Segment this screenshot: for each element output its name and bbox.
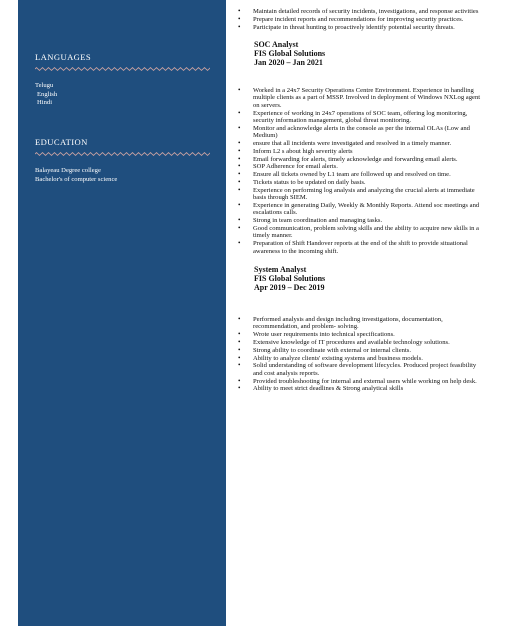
bullet-item: • Experience in generating Daily, Weekly & Monthly Reports. Attend soc meetings and escalations calls. (234, 202, 484, 217)
bullet-item: • Strong in team coordination and managing tasks. (234, 217, 484, 224)
language-item: Telugu (35, 82, 54, 89)
bullet-item: • Strong ability to coordinate with external or internal clients. (234, 347, 484, 354)
intro-bullet-list (234, 8, 484, 31)
soc-analyst-bullet-list (234, 87, 484, 255)
bullet-item: • Tickets status to be updated on daily basis. (234, 179, 484, 186)
languages-list (35, 82, 210, 108)
bullet-item: • Extensive knowledge of IT procedures and available technology solutions. (234, 339, 484, 346)
bullet-item: • Inform L2 s about high severity alerts (234, 148, 484, 155)
bullet-item: • Email forwarding for alerts, timely acknowledge and forwarding email alerts. (234, 156, 484, 163)
experience-column (234, 8, 484, 393)
bullet-item: • Experience on performing log analysis and analyzing the crucial alerts at immediate basis through SIEM. (234, 187, 484, 202)
language-item: Hindi (37, 99, 53, 106)
bullet-item: • Preparation of Shift Handover reports at the end of the shift to provide situational awareness to the incoming shift. (234, 240, 484, 255)
education-item: Bachelor's of computer science (35, 175, 118, 183)
education-heading: EDUCATION (35, 137, 88, 147)
bullet-item: • ensure that all incidents were investigated and resolved in a timely manner. (234, 140, 484, 147)
bullet-item: • Ability to analyze clients' existing systems and business models. (234, 355, 484, 362)
bullet-item: • Provided troubleshooting for internal and external users while working on help desk. (234, 378, 484, 385)
education-list (35, 167, 210, 184)
job-header-system-analyst (234, 265, 484, 292)
bullet-item: • Experience of working in 24x7 operations of SOC team, offering log monitoring, security information management, global threat monitoring. (234, 110, 484, 125)
job-dates: Jan 2020 – Jan 2021 (254, 58, 323, 67)
education-section (35, 137, 210, 184)
job-company: FIS Global Solutions (254, 274, 326, 284)
system-analyst-bullet-list (234, 316, 484, 393)
languages-wave-divider (35, 67, 210, 71)
bullet-item: • Maintain detailed records of security incidents, investigations, and response activities (234, 8, 484, 15)
languages-heading: LANGUAGES (35, 52, 92, 62)
bullet-item: • Worked in a 24x7 Security Operations Centre Environment. Experience in handling multiple clients as a part of MSSP. Involved in deployment of Windows NXLog agent on servers. (234, 87, 484, 109)
education-item: Balayeau Degree college (35, 167, 101, 174)
bullet-item: • Good communication, problem solving skills and the ability to acquire new skills in a timely manner. (234, 225, 484, 240)
sidebar (18, 0, 226, 626)
bullet-item: • Performed analysis and design including investigations, documentation, recommendation, and problem- solving. (234, 316, 484, 331)
job-company: FIS Global Solutions (254, 49, 326, 58)
bullet-item: • Wrote user requirements into technical specifications. (234, 331, 484, 338)
job-dates: Apr 2019 – Dec 2019 (254, 283, 325, 293)
bullet-item: • Participate in threat hunting to proactively identify potential security threats. (234, 24, 484, 31)
job-title: System Analyst (254, 265, 307, 275)
bullet-item: • Monitor and acknowledge alerts in the console as per the internal OLAs (Low and Medium) (234, 125, 484, 140)
bullet-item: • SOP Adherence for email alerts. (234, 163, 484, 170)
bullet-item: • Ensure all tickets owned by L1 team are followed up and resolved on time. (234, 171, 484, 178)
bullet-item: • Ability to meet strict deadlines & Strong analytical skills (234, 385, 484, 392)
bullet-item: • Solid understanding of software development lifecycles. Produced project feasibility and cost analysis reports. (234, 362, 484, 377)
job-header-soc-analyst (234, 40, 484, 67)
education-wave-divider (35, 152, 210, 156)
language-item: English (37, 90, 58, 98)
languages-section (35, 52, 210, 108)
job-title: SOC Analyst (254, 40, 299, 49)
bullet-item: • Prepare incident reports and recommendations for improving security practices. (234, 16, 484, 23)
